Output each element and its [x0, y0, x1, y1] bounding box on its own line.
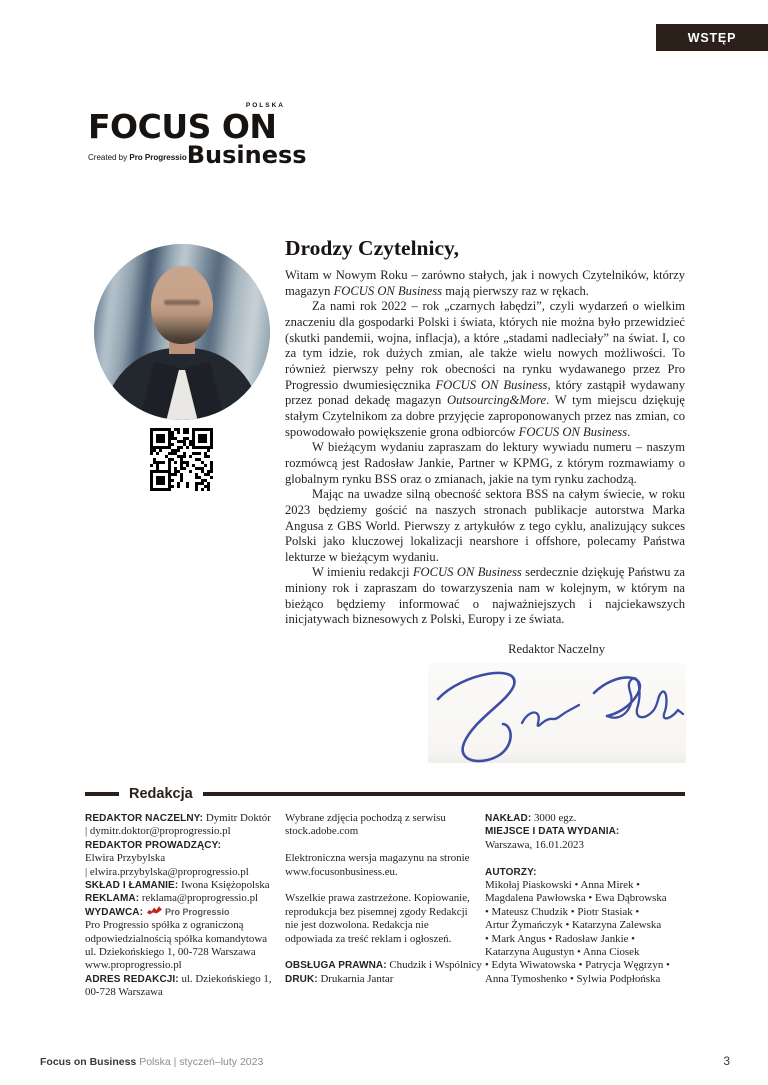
redakcja-column-legal: Wybrane zdjęcia pochodzą z serwisu stock.adobe.com Elektroniczna wersja magazynu na stronie www.focusonbusiness.eu. Wszelkie prawa zastrzeżone. Kopiowanie, reprodukcja bez pisemnej zgody Redakcji nie jest dozwolona. Redakcja nie odpowiada za treść reklam i ogłoszeń. OBSŁUGA PRAWNA: Chudzik i Wspólnicy DRUK: Drukarnia Jantar [285, 812, 482, 985]
magazine-logo [88, 102, 307, 169]
rule-short [85, 792, 119, 796]
article-heading: Drodzy Czytelnicy, [285, 236, 459, 260]
redakcja-column-staff: REDAKTOR NACZELNY: Dymitr Doktór | dymitr.doktor@proprogressio.pl REDAKTOR PROWADZĄCY: Elwira Przybylska | elwira.przybylska@proprogressio.pl SKŁAD I ŁAMANIE: Iwona Księżopolska REKLAMA: reklama@proprogressio.pl WYDAWCA: Pro Progressio Pro Progressio spółka z ograniczoną odpowiedzialnością spółka komandytowa ul. Dziekońskiego 1, 00-728 Warszawa www.proprogressio.pl ADRES REDAKCJI: ul. Dziekońskiego 1, 00-728 Warszawa [85, 812, 272, 999]
editor-portrait-photo [94, 244, 270, 420]
page-number: 3 [723, 1054, 730, 1068]
logo-title: FOCUS ON [88, 107, 277, 146]
logo-subtitle: Business [186, 141, 307, 169]
section-badge [656, 24, 768, 51]
signoff-title: Redaktor Naczelny [508, 642, 605, 657]
rule-long [203, 792, 685, 796]
footer-brand: Focus on Business [40, 1056, 137, 1068]
portrait-brow-shadow [164, 300, 200, 305]
signature-scrawl-icon [428, 663, 686, 763]
editorial-article [285, 236, 685, 763]
article-body: Witam w Nowym Roku – zarówno stałych, jak i nowych Czytelników, którzy magazyn FOCUS ON Business mają pierwszy raz w rękach. Za nami rok 2022 – rok „czarnych łabędzi”, czyli wydarzeń o wielkim znaczeniu dla gospodarki Polski i świata, których nie można było przewidzieć (skutki pandemii, wojna, inflacja), a które „stadami nadleciały” na świat. I, co za tym idzie, rok dużych zmian, ale także wielu nowych możliwości. To również pierwszy pełny rok obecności na rynku wydawanego przez Pro Progressio dwumiesięcznika FOCUS ON Business, który zastąpił wydawany przez ponad dekadę magazyn Outsourcing&More. W tym miejscu dziękuję stałym Czytelnikom za dobre przyjęcie zaproponowanych przez nas zmian, co spowodowało powiększenie grona odbiorców FOCUS ON Business. W bieżącym wydaniu zapraszam do lektury wywiadu numeru – naszym rozmówcą jest Radosław Jankie, Partner w KPMG, z którym rozmawiamy o globalnym rynku BSS oraz o zmianach, jakie na tym rynku zachodzą. Mając na uwadze silną obecność sektora BSS na całym świecie, w roku 2023 będziemy gościć na naszych stronach publikacje autorstwa Marka Angusa z GBS World. Pierwszy z artykułów z tego cyklu, analizujący sukces Polski jako kluczowej lokalizacji nearshore i offshore, polecamy Państwa lekturze w bieżącym wydaniu. W imieniu redakcji FOCUS ON Business serdecznie dziękuję Państwu za miniony rok i zapraszam do towarzyszenia nam w kolejnym, w którym na bieżąco będziemy informować o najważniejszych i najciekawszych inicjatywach biznesowych z Polski, Europy i ze świata. [285, 268, 686, 627]
qr-code [150, 428, 213, 491]
redakcja-section-header [85, 786, 685, 802]
footer-issue: Polska | styczeń–luty 2023 [136, 1056, 264, 1068]
redakcja-column-authors: NAKŁAD: 3000 egz. MIEJSCE I DATA WYDANIA: Warszawa, 16.01.2023 AUTORZY: Mikołaj Piaskowski • Anna Mirek • Magdalena Pawłowska • Ewa Dąbrowska • Mateusz Chudzik • Piotr Stasiak • Artur Żymańczyk • Katarzyna Zalewska • Mark Angus • Radosław Jankie • Katarzyna Augustyn • Anna Ciosek • Edyta Wiwatowska • Patrycja Węgrzyn • Anna Tymoshenko • Sylwia Podpłońska [485, 812, 670, 985]
pro-progressio-logo-icon [147, 906, 162, 915]
section-badge-label: WSTĘP [687, 30, 737, 45]
logo-region-label: POLSKA [245, 102, 285, 109]
portrait-head [151, 266, 213, 344]
logo-tagline: Created by Pro Progressio [88, 153, 187, 162]
footer-issue-info [40, 1056, 263, 1068]
redakcja-heading: Redakcja [129, 786, 193, 802]
editor-signature [428, 663, 686, 763]
